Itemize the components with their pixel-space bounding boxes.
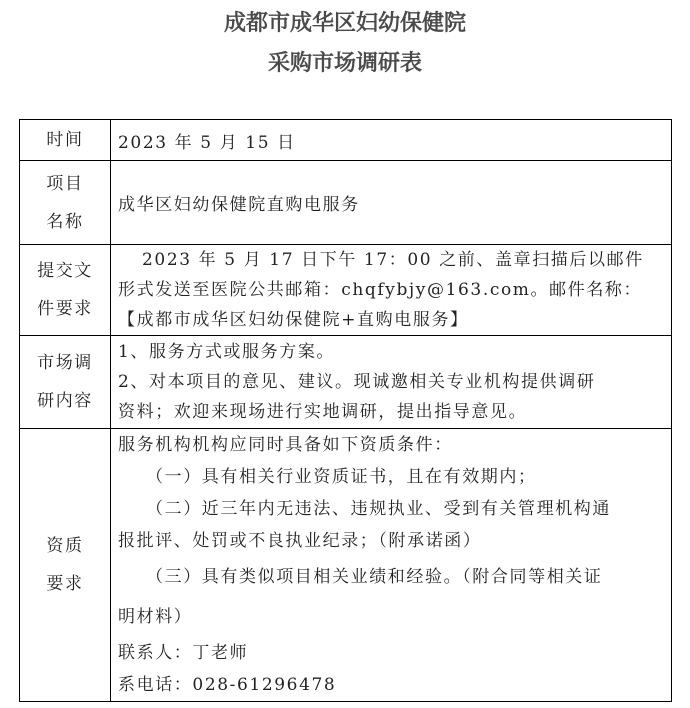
contact-phone: 系电话：028-61296478	[118, 675, 337, 695]
row-value-qualification: 服务机构机构应同时具备如下资质条件： （一）具有相关行业资质证书，且在有效期内； （二）近三年内无违法、违规执业、受到有关管理机构通 报批评、处罚或不良执业纪录；（附承诺函） （三）具有类似项目相关业绩和经验。（附合同等相关证 明材料） 联系人：丁老师 系电话：028-61296478	[111, 429, 672, 702]
row-value-research-content: 1、服务方式或服务方案。 2、对本项目的意见、建议。现诚邀相关专业机构提供调研 资料；欢迎来现场进行实地调研，提出指导意见。	[111, 336, 672, 429]
document-subtitle: 采购市场调研表	[267, 51, 422, 76]
row-label-qualification: 资质 要求	[20, 429, 111, 702]
table-row-submission	[20, 245, 672, 336]
table-row-time	[20, 120, 672, 161]
survey-table	[19, 119, 672, 702]
table-row-research-content	[20, 336, 672, 429]
row-value-project-name	[111, 161, 672, 245]
email-line: 形式发送至医院公共邮箱：chqfybjy@163.com。邮件名称：	[118, 280, 643, 300]
document-title: 成都市成华区妇幼保健院	[223, 11, 466, 36]
row-label-project-name: 项目 名称	[20, 161, 111, 245]
row-label-submission: 提交文 件要求	[20, 245, 111, 336]
row-label-research-content: 市场调 研内容	[20, 336, 111, 429]
project-name-value: 成华区妇幼保健院直购电服务	[118, 195, 360, 215]
table-row-qualification	[20, 429, 672, 702]
table-row-project-name	[20, 161, 672, 245]
row-label-time: 时间	[20, 120, 111, 161]
row-value-submission: 2023 年 5 月 17 日下午 17：00 之前、盖章扫描后以邮件 形式发送至医院公共邮箱：chqfybjy@163.com。邮件名称： 【成都市成华区妇幼保健院+直购电服务】	[111, 245, 672, 336]
row-value-time	[111, 120, 672, 161]
contact-person: 联系人：丁老师	[118, 643, 249, 663]
date-value: 2023 年 5 月 15 日	[118, 132, 296, 153]
